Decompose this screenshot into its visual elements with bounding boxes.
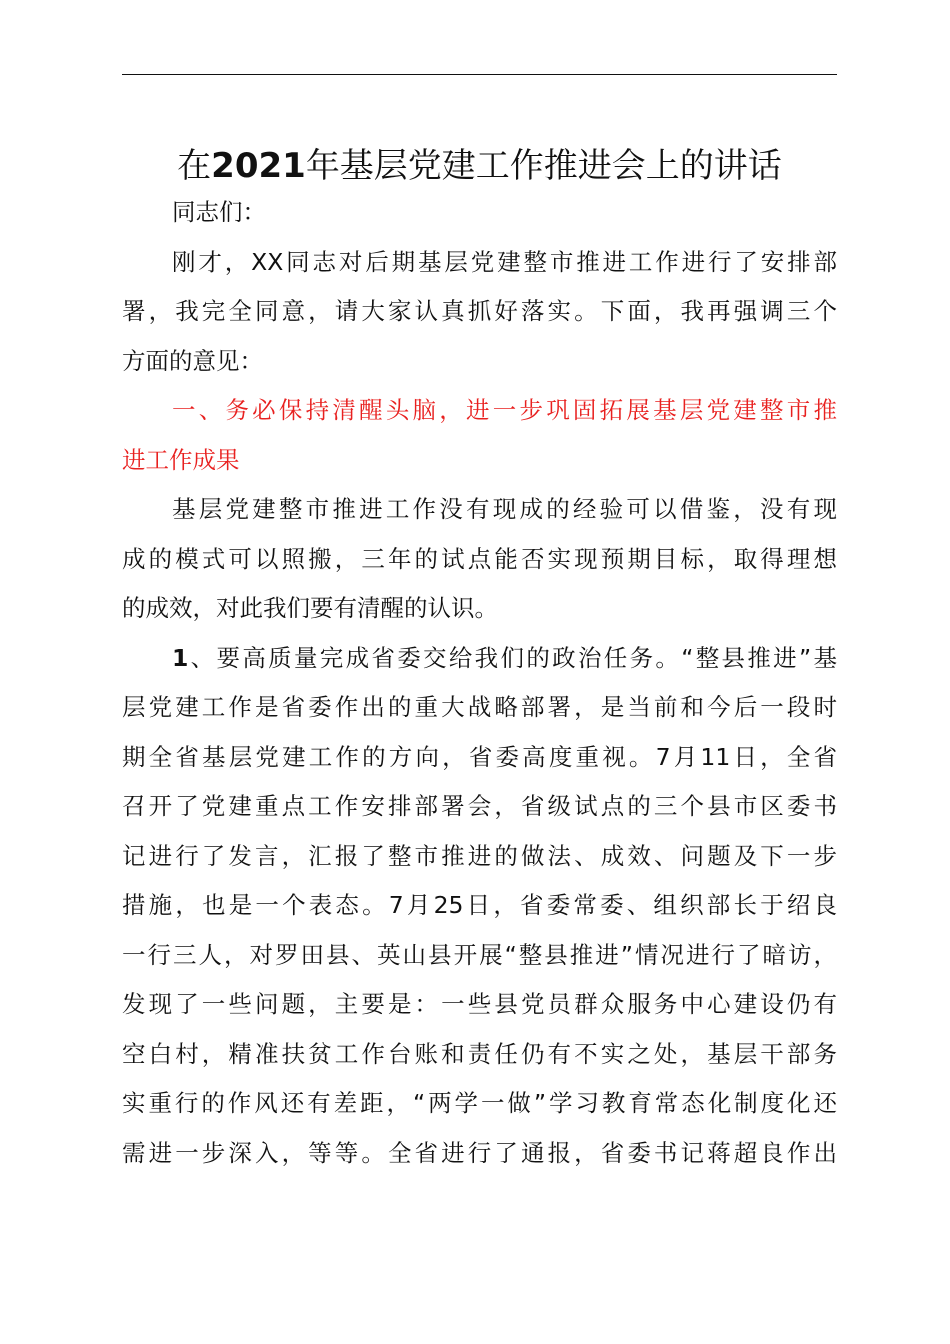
paragraph-3-line: 期全省基层党建工作的方向，省委高度重视。7月11日，全省 [122,742,837,771]
paragraph-3-line: 层党建工作是省委作出的重大战略部署，是当前和今后一段时 [122,693,837,721]
paragraph-1-line: 署，我完全同意，请大家认真抓好落实。下面，我再强调三个 [122,297,837,325]
paragraph-3-line: 需进一步深入，等等。全省进行了通报，省委书记蒋超良作出 [122,1138,837,1167]
title-prefix: 在 [177,146,212,186]
title-year: 2021 [211,146,306,186]
paragraph-3-line: 措施，也是一个表态。7月25日，省委常委、组织部长于绍良 [122,891,837,919]
paragraph-3-line: 记进行了发言，汇报了整市推进的做法、成效、问题及下一步 [122,841,837,870]
section-heading-line: 一、务必保持清醒头脑，进一步巩固拓展基层党建整市推 [172,396,837,424]
section-heading-line: 进工作成果 [122,445,240,474]
paragraph-3-line: 空白村，精准扶贫工作台账和责任仍有不实之处，基层干部务 [122,1039,837,1068]
paragraph-2-line: 基层党建整市推进工作没有现成的经验可以借鉴，没有现 [172,495,837,523]
paragraph-1-line: 方面的意见： [122,346,263,375]
paragraph-2-line: 成的模式可以照搬，三年的试点能否实现预期目标，取得理想 [122,544,837,573]
document-body [122,188,837,1178]
paragraph-3-line: 一行三人，对罗田县、英山县开展“整县推进”情况进行了暗访， [122,940,837,969]
paragraph-3-first-line-text: 、要高质量完成省委交给我们的政治任务。“整县推进”基 [188,643,837,672]
paragraph-3-line: 实重行的作风还有差距，“两学一做”学习教育常态化制度化还 [122,1089,837,1117]
paragraph-3-line: 发现了一些问题，主要是：一些县党员群众服务中心建设仍有 [122,990,837,1018]
paragraph-1-line: 刚才，XX同志对后期基层党建整市推进工作进行了安排部 [172,247,837,276]
paragraph-2-line: 的成效，对此我们要有清醒的认识。 [122,594,498,622]
title-suffix: 年基层党建工作推进会上的讲话 [305,146,782,186]
paragraph-3-line: 召开了党建重点工作安排部署会，省级试点的三个县市区委书 [122,792,837,820]
paragraph-3-first-line [122,634,837,684]
greeting: 同志们： [172,198,266,226]
header-rule [122,74,837,75]
document-title [122,138,837,194]
item-number: 1 [172,643,189,672]
